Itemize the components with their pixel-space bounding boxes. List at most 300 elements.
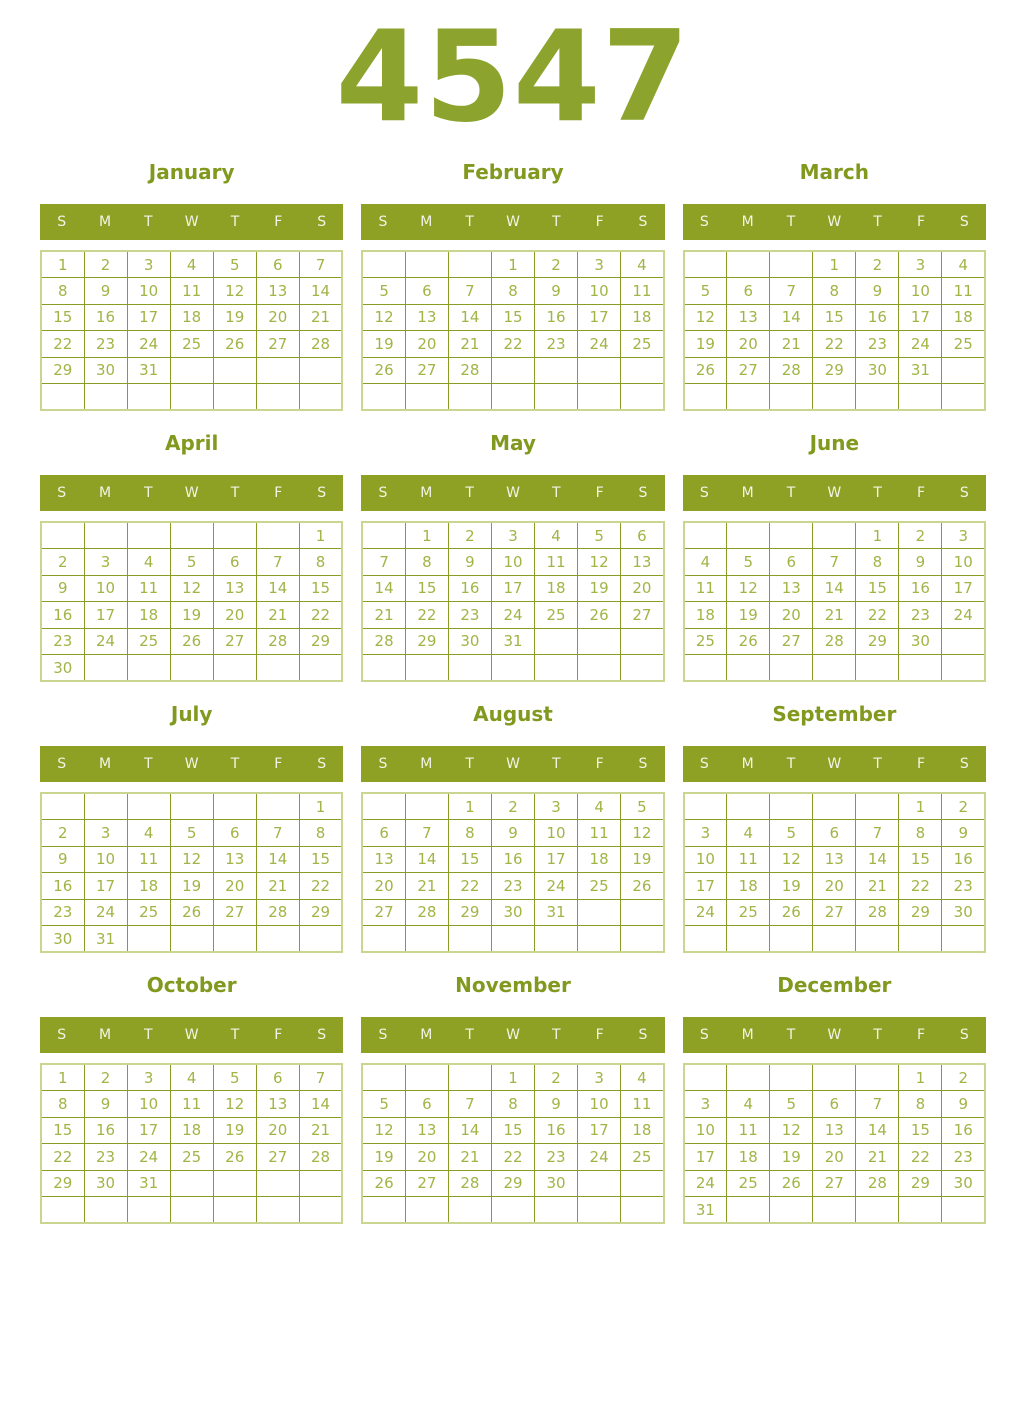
weekday-header-band <box>40 475 343 511</box>
day-cell: 20 <box>256 1117 299 1144</box>
day-cell: 7 <box>448 278 491 305</box>
day-cell: 11 <box>684 575 727 602</box>
day-cell: 20 <box>621 575 664 602</box>
week-row <box>684 793 985 820</box>
month-day-grid <box>683 792 986 953</box>
day-cell: 24 <box>127 331 170 358</box>
day-cell: 6 <box>362 820 405 847</box>
day-cell: 9 <box>856 278 899 305</box>
day-cell: 31 <box>684 1197 727 1224</box>
week-row <box>684 846 985 873</box>
month-day-grid <box>40 250 343 411</box>
week-row <box>41 251 342 278</box>
day-cell: 22 <box>299 602 342 629</box>
day-cell: 29 <box>856 628 899 655</box>
weekday-label: S <box>959 756 969 772</box>
day-cell: 1 <box>299 793 342 820</box>
day-cell: 29 <box>899 1170 942 1197</box>
weekday-header-band <box>361 475 664 511</box>
day-cell: 28 <box>856 899 899 926</box>
week-row <box>362 278 663 305</box>
weekday-label: F <box>274 214 283 230</box>
empty-day-cell <box>405 655 448 682</box>
day-cell: 30 <box>84 1170 127 1197</box>
month-title: April <box>164 431 219 455</box>
day-cell: 16 <box>84 304 127 331</box>
day-cell: 24 <box>578 331 621 358</box>
day-cell: 22 <box>41 1144 84 1171</box>
month-day-grid <box>683 250 986 411</box>
day-cell: 19 <box>170 873 213 900</box>
day-cell: 18 <box>942 304 985 331</box>
day-cell: 20 <box>405 331 448 358</box>
day-cell: 27 <box>405 1170 448 1197</box>
week-row <box>41 304 342 331</box>
day-cell: 21 <box>448 331 491 358</box>
day-cell: 30 <box>942 899 985 926</box>
day-cell: 13 <box>362 846 405 873</box>
month-day-grid <box>40 1063 343 1224</box>
day-cell: 11 <box>170 1091 213 1118</box>
day-cell: 2 <box>856 251 899 278</box>
day-cell: 12 <box>213 278 256 305</box>
day-cell: 9 <box>448 549 491 576</box>
day-cell: 2 <box>491 793 534 820</box>
empty-day-cell <box>84 793 127 820</box>
empty-day-cell <box>448 1197 491 1224</box>
day-cell: 13 <box>405 1117 448 1144</box>
day-cell: 12 <box>170 575 213 602</box>
day-cell: 25 <box>727 1170 770 1197</box>
day-cell: 21 <box>256 873 299 900</box>
day-cell: 14 <box>770 304 813 331</box>
week-row <box>362 1197 663 1224</box>
empty-day-cell <box>448 655 491 682</box>
day-cell: 28 <box>448 357 491 384</box>
weekday-label: T <box>230 1027 240 1043</box>
month-day-grid <box>40 792 343 953</box>
day-cell: 4 <box>727 1091 770 1118</box>
weekday-label: T <box>786 1027 796 1043</box>
empty-day-cell <box>813 1064 856 1091</box>
week-row <box>362 628 663 655</box>
day-cell: 12 <box>578 549 621 576</box>
week-row <box>41 793 342 820</box>
empty-day-cell <box>491 384 534 411</box>
day-cell: 6 <box>405 278 448 305</box>
day-cell: 1 <box>41 1064 84 1091</box>
day-cell: 6 <box>256 1064 299 1091</box>
day-cell: 10 <box>84 846 127 873</box>
day-cell: 29 <box>299 628 342 655</box>
day-cell: 21 <box>362 602 405 629</box>
empty-day-cell <box>899 926 942 953</box>
day-cell: 16 <box>491 846 534 873</box>
day-cell: 30 <box>448 628 491 655</box>
empty-day-cell <box>578 655 621 682</box>
week-row <box>362 846 663 873</box>
day-cell: 9 <box>535 1091 578 1118</box>
day-cell: 12 <box>213 1091 256 1118</box>
day-cell: 30 <box>856 357 899 384</box>
day-cell: 7 <box>299 1064 342 1091</box>
day-cell: 24 <box>84 899 127 926</box>
day-cell: 5 <box>170 549 213 576</box>
day-cell: 15 <box>41 1117 84 1144</box>
empty-day-cell <box>362 1064 405 1091</box>
weekday-label: M <box>741 214 754 230</box>
weekday-label: T <box>873 756 882 772</box>
empty-day-cell <box>535 357 578 384</box>
day-cell: 21 <box>856 873 899 900</box>
week-row <box>41 628 342 655</box>
day-cell: 4 <box>621 251 664 278</box>
week-row <box>362 304 663 331</box>
empty-day-cell <box>578 926 621 953</box>
day-cell: 4 <box>127 820 170 847</box>
empty-day-cell <box>770 522 813 549</box>
weekday-header-band <box>361 1017 664 1053</box>
day-cell: 6 <box>770 549 813 576</box>
day-cell: 15 <box>41 304 84 331</box>
weekday-label: M <box>98 485 112 501</box>
day-cell: 29 <box>448 899 491 926</box>
month-block-september <box>683 682 986 953</box>
weekday-label: W <box>184 214 199 230</box>
day-cell: 15 <box>448 846 491 873</box>
day-cell: 11 <box>127 575 170 602</box>
empty-day-cell <box>84 655 127 682</box>
weekday-header-band <box>40 204 343 240</box>
week-row <box>41 1144 342 1171</box>
empty-day-cell <box>727 926 770 953</box>
day-cell: 4 <box>170 1064 213 1091</box>
weekday-header-band <box>40 746 343 782</box>
empty-day-cell <box>813 522 856 549</box>
empty-day-cell <box>684 1064 727 1091</box>
empty-day-cell <box>770 793 813 820</box>
empty-day-cell <box>405 926 448 953</box>
day-cell: 13 <box>256 278 299 305</box>
day-cell: 4 <box>170 251 213 278</box>
empty-day-cell <box>578 628 621 655</box>
weekday-label: S <box>317 756 327 772</box>
empty-day-cell <box>727 793 770 820</box>
day-cell: 27 <box>213 628 256 655</box>
empty-day-cell <box>405 793 448 820</box>
weekday-label: S <box>959 485 969 501</box>
empty-day-cell <box>256 384 299 411</box>
day-cell: 14 <box>405 846 448 873</box>
week-row <box>684 304 985 331</box>
day-cell: 22 <box>448 873 491 900</box>
empty-day-cell <box>256 655 299 682</box>
day-cell: 9 <box>491 820 534 847</box>
day-cell: 24 <box>127 1144 170 1171</box>
month-title: October <box>146 973 237 997</box>
week-row <box>362 1091 663 1118</box>
month-day-grid <box>40 521 343 682</box>
weekday-label: M <box>98 756 112 772</box>
day-cell: 19 <box>684 331 727 358</box>
day-cell: 23 <box>41 628 84 655</box>
day-cell: 22 <box>491 1144 534 1171</box>
day-cell: 18 <box>170 304 213 331</box>
month-block-march <box>683 140 986 411</box>
day-cell: 13 <box>213 575 256 602</box>
empty-day-cell <box>578 899 621 926</box>
day-cell: 13 <box>813 1117 856 1144</box>
day-cell: 17 <box>535 846 578 873</box>
day-cell: 6 <box>813 1091 856 1118</box>
day-cell: 17 <box>491 575 534 602</box>
day-cell: 19 <box>213 304 256 331</box>
weekday-label: S <box>378 756 388 772</box>
month-block-august <box>361 682 664 953</box>
week-row <box>684 549 985 576</box>
day-cell: 19 <box>578 575 621 602</box>
day-cell: 21 <box>770 331 813 358</box>
day-cell: 5 <box>770 1091 813 1118</box>
day-cell: 4 <box>621 1064 664 1091</box>
day-cell: 1 <box>491 251 534 278</box>
day-cell: 21 <box>256 602 299 629</box>
day-cell: 28 <box>256 899 299 926</box>
empty-day-cell <box>856 793 899 820</box>
week-row <box>41 820 342 847</box>
day-cell: 15 <box>856 575 899 602</box>
day-cell: 9 <box>942 1091 985 1118</box>
day-cell: 29 <box>491 1170 534 1197</box>
day-cell: 11 <box>127 846 170 873</box>
weekday-label: T <box>786 756 796 772</box>
day-cell: 7 <box>256 549 299 576</box>
weekday-label: W <box>827 214 842 230</box>
day-cell: 27 <box>256 1144 299 1171</box>
day-cell: 25 <box>170 331 213 358</box>
day-cell: 8 <box>448 820 491 847</box>
empty-day-cell <box>405 384 448 411</box>
day-cell: 28 <box>299 1144 342 1171</box>
day-cell: 3 <box>899 251 942 278</box>
day-cell: 8 <box>899 820 942 847</box>
day-cell: 11 <box>578 820 621 847</box>
day-cell: 3 <box>942 522 985 549</box>
day-cell: 13 <box>621 549 664 576</box>
day-cell: 19 <box>362 331 405 358</box>
empty-day-cell <box>621 655 664 682</box>
empty-day-cell <box>727 251 770 278</box>
day-cell: 12 <box>727 575 770 602</box>
day-cell: 5 <box>621 793 664 820</box>
month-day-grid <box>361 250 664 411</box>
empty-day-cell <box>621 628 664 655</box>
empty-day-cell <box>256 793 299 820</box>
day-cell: 14 <box>856 846 899 873</box>
day-cell: 9 <box>41 846 84 873</box>
weekday-label: S <box>959 1027 969 1043</box>
empty-day-cell <box>621 899 664 926</box>
day-cell: 8 <box>41 1091 84 1118</box>
day-cell: 17 <box>127 304 170 331</box>
weekday-label: T <box>552 756 561 772</box>
day-cell: 22 <box>899 873 942 900</box>
day-cell: 6 <box>727 278 770 305</box>
day-cell: 29 <box>299 899 342 926</box>
empty-day-cell <box>41 522 84 549</box>
empty-day-cell <box>299 1170 342 1197</box>
day-cell: 29 <box>405 628 448 655</box>
day-cell: 14 <box>448 1117 491 1144</box>
day-cell: 6 <box>256 251 299 278</box>
day-cell: 26 <box>770 899 813 926</box>
day-cell: 19 <box>621 846 664 873</box>
month-title: November <box>455 973 571 997</box>
day-cell: 9 <box>942 820 985 847</box>
day-cell: 16 <box>942 846 985 873</box>
day-cell: 20 <box>727 331 770 358</box>
empty-day-cell <box>942 384 985 411</box>
day-cell: 2 <box>942 1064 985 1091</box>
day-cell: 20 <box>813 1144 856 1171</box>
day-cell: 4 <box>535 522 578 549</box>
day-cell: 8 <box>813 278 856 305</box>
day-cell: 24 <box>899 331 942 358</box>
empty-day-cell <box>813 384 856 411</box>
day-cell: 28 <box>405 899 448 926</box>
week-row <box>362 357 663 384</box>
day-cell: 19 <box>213 1117 256 1144</box>
day-cell: 21 <box>448 1144 491 1171</box>
weekday-header-band <box>683 475 986 511</box>
day-cell: 1 <box>813 251 856 278</box>
weekday-label: T <box>465 485 474 501</box>
empty-day-cell <box>535 628 578 655</box>
day-cell: 16 <box>535 1117 578 1144</box>
day-cell: 14 <box>856 1117 899 1144</box>
day-cell: 7 <box>299 251 342 278</box>
weekday-label: M <box>420 485 433 501</box>
weekday-label: W <box>506 1027 520 1043</box>
day-cell: 13 <box>405 304 448 331</box>
day-cell: 11 <box>727 1117 770 1144</box>
day-cell: 13 <box>727 304 770 331</box>
day-cell: 7 <box>813 549 856 576</box>
day-cell: 17 <box>684 1144 727 1171</box>
empty-day-cell <box>899 655 942 682</box>
day-cell: 12 <box>170 846 213 873</box>
empty-day-cell <box>770 1064 813 1091</box>
day-cell: 15 <box>405 575 448 602</box>
day-cell: 26 <box>621 873 664 900</box>
day-cell: 20 <box>256 304 299 331</box>
week-row <box>41 846 342 873</box>
day-cell: 10 <box>491 549 534 576</box>
day-cell: 23 <box>448 602 491 629</box>
month-block-october <box>40 953 343 1224</box>
day-cell: 5 <box>362 278 405 305</box>
day-cell: 11 <box>535 549 578 576</box>
empty-day-cell <box>770 384 813 411</box>
empty-day-cell <box>127 926 170 953</box>
empty-day-cell <box>813 1197 856 1224</box>
week-row <box>41 899 342 926</box>
day-cell: 23 <box>899 602 942 629</box>
day-cell: 23 <box>535 331 578 358</box>
day-cell: 27 <box>256 331 299 358</box>
day-cell: 25 <box>621 1144 664 1171</box>
weekday-label: T <box>873 1027 882 1043</box>
empty-day-cell <box>578 1197 621 1224</box>
day-cell: 16 <box>856 304 899 331</box>
weekday-label: T <box>230 214 240 230</box>
empty-day-cell <box>856 926 899 953</box>
weekday-label: F <box>595 214 604 230</box>
day-cell: 22 <box>41 331 84 358</box>
week-row <box>684 1197 985 1224</box>
empty-day-cell <box>213 384 256 411</box>
weekday-label: T <box>786 214 796 230</box>
day-cell: 8 <box>405 549 448 576</box>
day-cell: 27 <box>621 602 664 629</box>
weekday-label: W <box>827 756 842 772</box>
weekday-label: M <box>420 756 433 772</box>
day-cell: 3 <box>491 522 534 549</box>
day-cell: 18 <box>535 575 578 602</box>
day-cell: 7 <box>405 820 448 847</box>
day-cell: 15 <box>299 846 342 873</box>
weekday-label: S <box>57 1027 67 1043</box>
weekday-label: S <box>378 485 388 501</box>
day-cell: 2 <box>84 251 127 278</box>
day-cell: 9 <box>84 1091 127 1118</box>
day-cell: 15 <box>299 575 342 602</box>
day-cell: 16 <box>448 575 491 602</box>
day-cell: 15 <box>491 1117 534 1144</box>
day-cell: 3 <box>578 251 621 278</box>
day-cell: 15 <box>491 304 534 331</box>
weekday-label: F <box>595 485 604 501</box>
day-cell: 27 <box>770 628 813 655</box>
empty-day-cell <box>856 1064 899 1091</box>
day-cell: 19 <box>770 1144 813 1171</box>
empty-day-cell <box>213 655 256 682</box>
empty-day-cell <box>578 1170 621 1197</box>
empty-day-cell <box>727 1197 770 1224</box>
day-cell: 18 <box>127 873 170 900</box>
week-row <box>362 522 663 549</box>
weekday-label: F <box>916 485 926 501</box>
day-cell: 8 <box>856 549 899 576</box>
week-row <box>41 575 342 602</box>
weekday-label: S <box>317 485 327 501</box>
day-cell: 1 <box>41 251 84 278</box>
month-day-grid <box>361 521 664 682</box>
week-row <box>41 1064 342 1091</box>
day-cell: 2 <box>41 549 84 576</box>
weekday-label: S <box>638 485 648 501</box>
weekday-label: S <box>57 756 67 772</box>
day-cell: 26 <box>362 1170 405 1197</box>
empty-day-cell <box>942 926 985 953</box>
empty-day-cell <box>770 251 813 278</box>
weekday-label: F <box>274 1027 283 1043</box>
day-cell: 16 <box>899 575 942 602</box>
week-row <box>684 820 985 847</box>
week-row <box>41 1117 342 1144</box>
day-cell: 28 <box>299 331 342 358</box>
week-row <box>684 926 985 953</box>
